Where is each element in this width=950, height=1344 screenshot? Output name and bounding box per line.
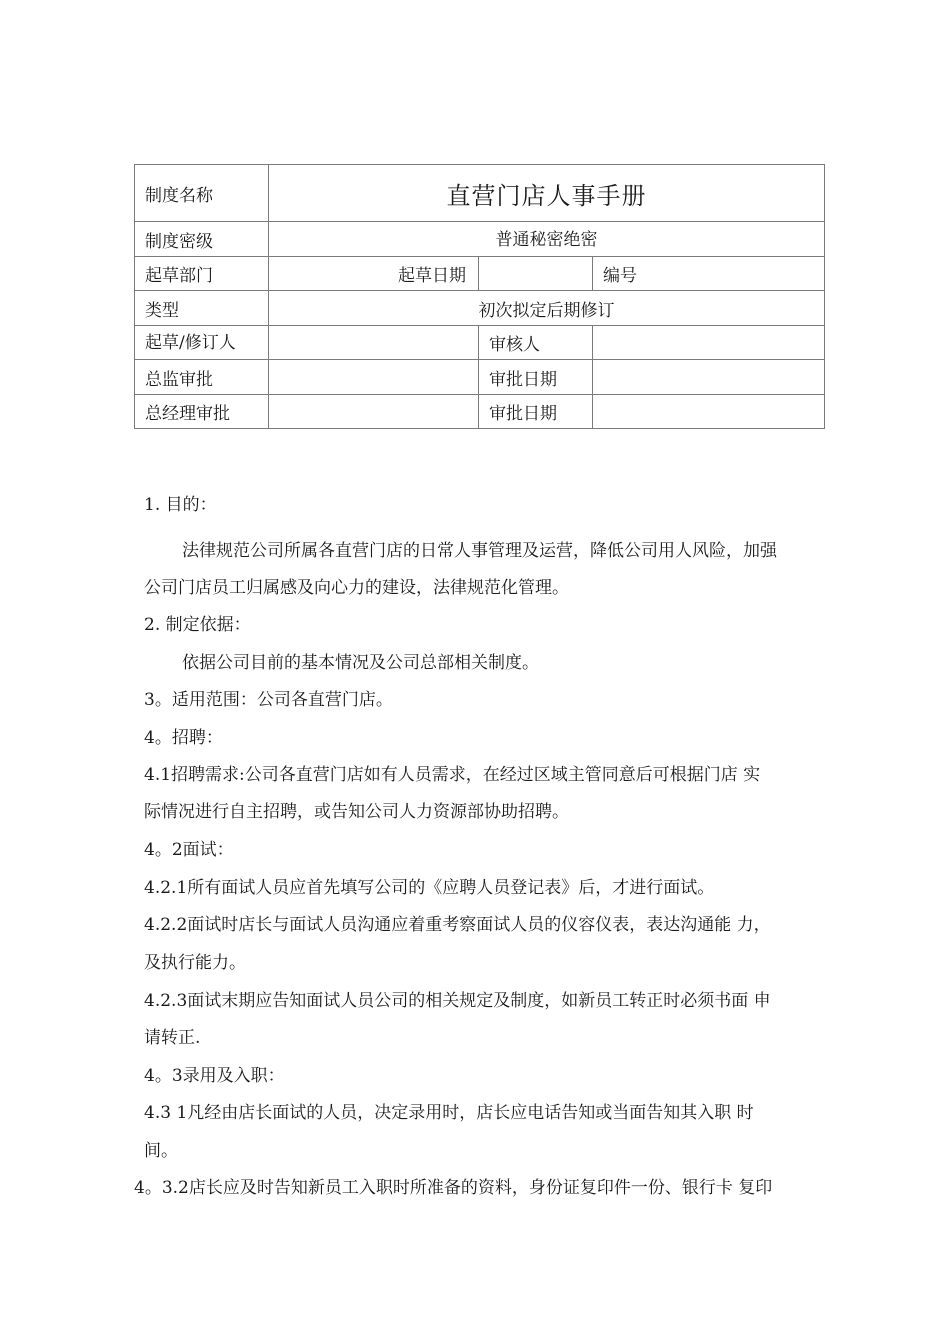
paragraph-line: 4.3 1凡经由店长面试的人员，决定录用时，店长应电话告知或当面告知其入职 时 [144,1103,754,1123]
label-draft-date: 起草日期 [269,257,479,291]
paragraph-line: 及执行能力。 [144,953,246,973]
paragraph-line: 4.2.1所有面试人员应首先填写公司的《应聘人员登记表》后，才进行面试。 [144,878,715,898]
paragraph-line: 4.2.3面试末期应告知面试人员公司的相关规定及制度，如新员工转正时必须书面 申 [144,991,771,1011]
label-approve-date: 审批日期 [479,395,593,429]
paragraph-line: 4.2.2面试时店长与面试人员沟通应着重考察面试人员的仪容仪表，表达沟通能 力， [144,915,771,935]
label-number: 编号 [593,257,825,291]
paragraph-line: 间。 [144,1141,178,1161]
paragraph-line: 法律规范公司所属各直营门店的日常人事管理及运营，降低公司用人风险，加强 [182,541,777,561]
approve-date-value [593,395,825,429]
paragraph-line: 4。3.2店长应及时告知新员工入职时所准备的资料，身份证复印件一份、银行卡 复印 [134,1178,773,1198]
paragraph-line: 请转正. [144,1028,201,1048]
label-name: 制度名称 [135,165,269,222]
draft-date-value [479,257,593,291]
label-type: 类型 [135,291,269,326]
table-row [135,291,825,326]
document-info-table [134,164,825,429]
drafter-value [269,326,479,360]
label-secrecy: 制度密级 [135,222,269,257]
section-heading: 4。2面试： [144,840,234,860]
type-value: 初次拟定后期修订 [269,291,825,326]
document-title: 直营门店人事手册 [269,165,825,222]
section-heading: 3。适用范围：公司各直营门店。 [144,690,393,710]
reviewer-value [593,326,825,360]
label-approve-date: 审批日期 [479,360,593,395]
label-reviewer: 审核人 [479,326,593,360]
paragraph-line: 4.1招聘需求:公司各直营门店如有人员需求，在经过区域主管同意后可根据门店 实 [144,765,761,785]
table-row [135,222,825,257]
label-drafter: 起草/修订人 [135,326,269,360]
label-gm: 总经理审批 [135,395,269,429]
section-heading: 4。3录用及入职： [144,1066,285,1086]
section-heading: 2. 制定依据： [144,615,251,635]
table-row [135,326,825,360]
table-row [135,360,825,395]
table-row [135,165,825,222]
gm-value [269,395,479,429]
paragraph-line: 依据公司目前的基本情况及公司总部相关制度。 [182,653,539,673]
section-heading: 1. 目的： [144,495,217,515]
table-row [135,395,825,429]
label-director: 总监审批 [135,360,269,395]
secrecy-value: 普通秘密绝密 [269,222,825,257]
table-row [135,257,825,291]
section-heading: 4。招聘： [144,728,223,748]
label-dept: 起草部门 [135,257,269,291]
director-value [269,360,479,395]
paragraph-line: 公司门店员工归属感及向心力的建设，法律规范化管理。 [144,578,569,598]
paragraph-line: 际情况进行自主招聘，或告知公司人力资源部协助招聘。 [144,802,569,822]
approve-date-value [593,360,825,395]
